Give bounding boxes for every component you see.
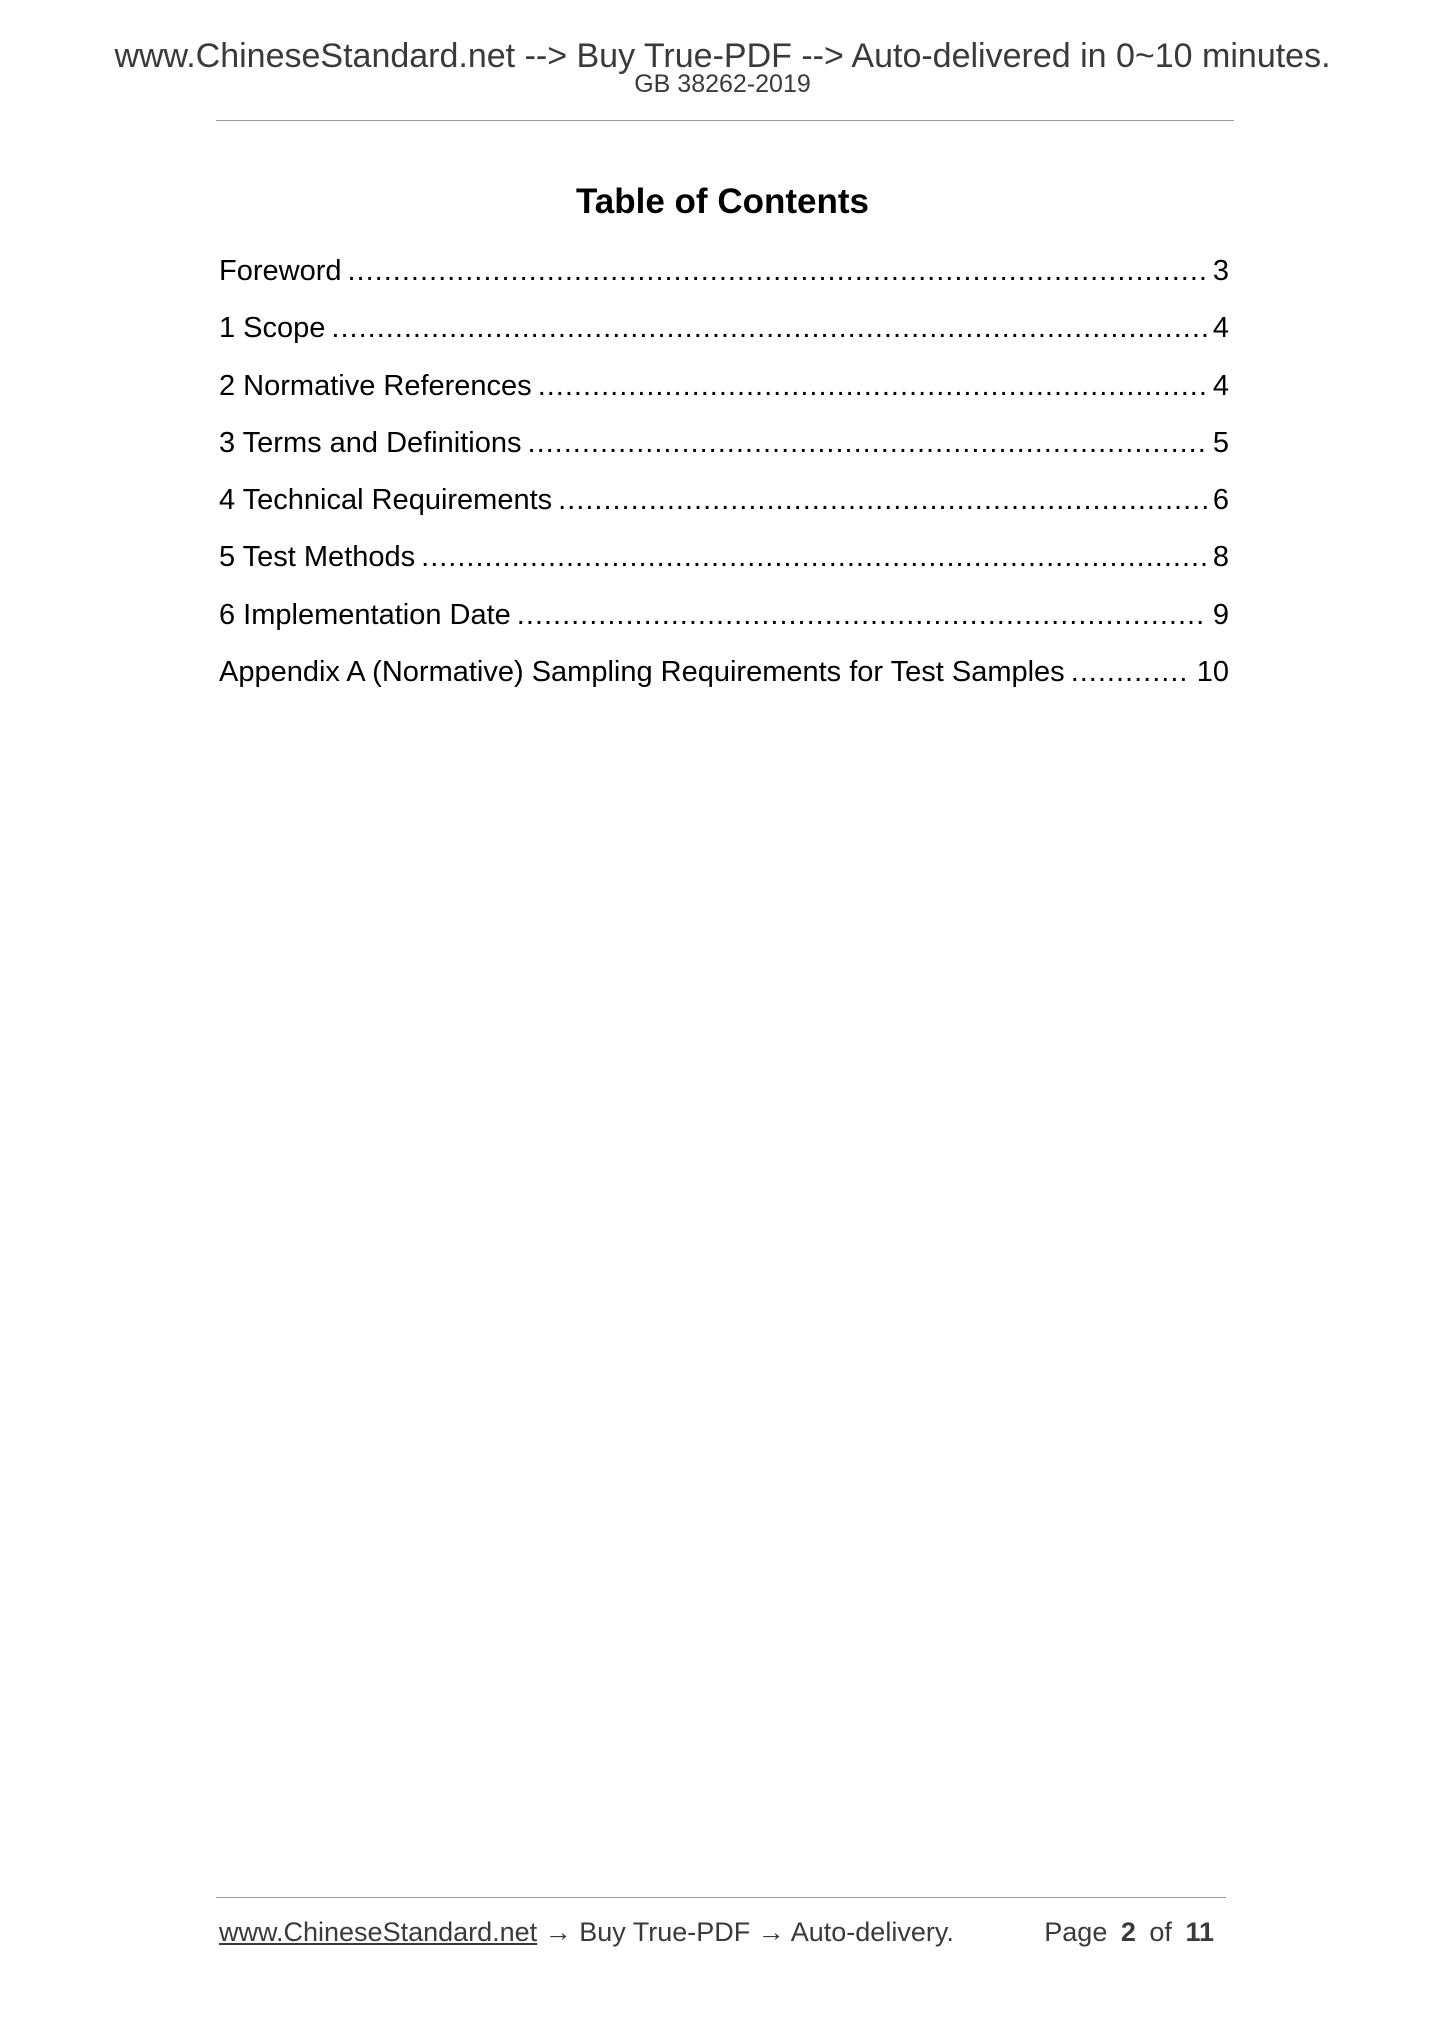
toc-leader-dots	[528, 421, 1207, 465]
current-page-number: 2	[1120, 1917, 1136, 1947]
toc-leader-dots	[421, 535, 1207, 579]
page-word: Page	[1044, 1917, 1108, 1947]
site-banner: www.ChineseStandard.net --> Buy True-PDF --> Auto-delivered in 0~10 minutes.	[114, 37, 1331, 75]
toc-entry-scope[interactable]	[219, 306, 1229, 363]
toc-entry-page: 10	[1196, 656, 1229, 689]
toc-entry-foreword[interactable]	[219, 249, 1229, 306]
toc-entry-implementation-date[interactable]	[219, 593, 1229, 650]
toc-entry-appendix-a[interactable]	[219, 650, 1229, 707]
page-counter	[1044, 1914, 1220, 1950]
toc-entry-terms-and-definitions[interactable]	[219, 421, 1229, 478]
footer-left	[219, 1914, 954, 1950]
toc-entry-technical-requirements[interactable]	[219, 478, 1229, 535]
toc-entry-page: 9	[1212, 598, 1229, 631]
footer-tagline: → Buy True-PDF → Auto-delivery.	[544, 1917, 954, 1947]
toc-entry-page: 3	[1212, 255, 1229, 287]
toc-entry-label: 5 Test Methods	[219, 541, 416, 574]
of-word: of	[1149, 1917, 1172, 1947]
toc-entry-label: 6 Implementation Date	[219, 598, 511, 631]
total-page-count: 11	[1185, 1917, 1214, 1947]
toc-entry-page: 4	[1212, 312, 1229, 345]
toc-entry-label: 4 Technical Requirements	[219, 484, 553, 517]
toc-leader-dots	[558, 478, 1207, 522]
toc-leader-dots	[1071, 650, 1191, 694]
toc-entry-label: Appendix A (Normative) Sampling Requirements for Test Samples	[219, 656, 1065, 689]
toc-entry-label: 1 Scope	[219, 312, 326, 345]
standard-code: GB 38262-2019	[634, 70, 811, 98]
toc-entry-page: 5	[1212, 426, 1229, 459]
toc-entry-page: 8	[1212, 541, 1229, 574]
toc-entry-label: 2 Normative References	[219, 369, 532, 402]
toc-leader-dots	[517, 593, 1207, 637]
toc-entry-label: Foreword	[219, 255, 342, 287]
toc-entry-normative-references[interactable]	[219, 364, 1229, 421]
toc-leader-dots	[348, 249, 1207, 293]
toc-entry-page: 4	[1212, 369, 1229, 402]
header-divider	[216, 120, 1234, 121]
toc-leader-dots	[538, 364, 1207, 408]
toc-title: Table of Contents	[576, 182, 869, 221]
footer-site-link[interactable]: www.ChineseStandard.net	[219, 1917, 538, 1947]
toc-entry-label: 3 Terms and Definitions	[219, 426, 522, 459]
toc-entry-page: 6	[1212, 484, 1229, 517]
footer-divider	[216, 1897, 1226, 1898]
toc-leader-dots	[331, 306, 1206, 350]
toc-entry-test-methods[interactable]	[219, 535, 1229, 592]
table-of-contents	[219, 249, 1229, 707]
